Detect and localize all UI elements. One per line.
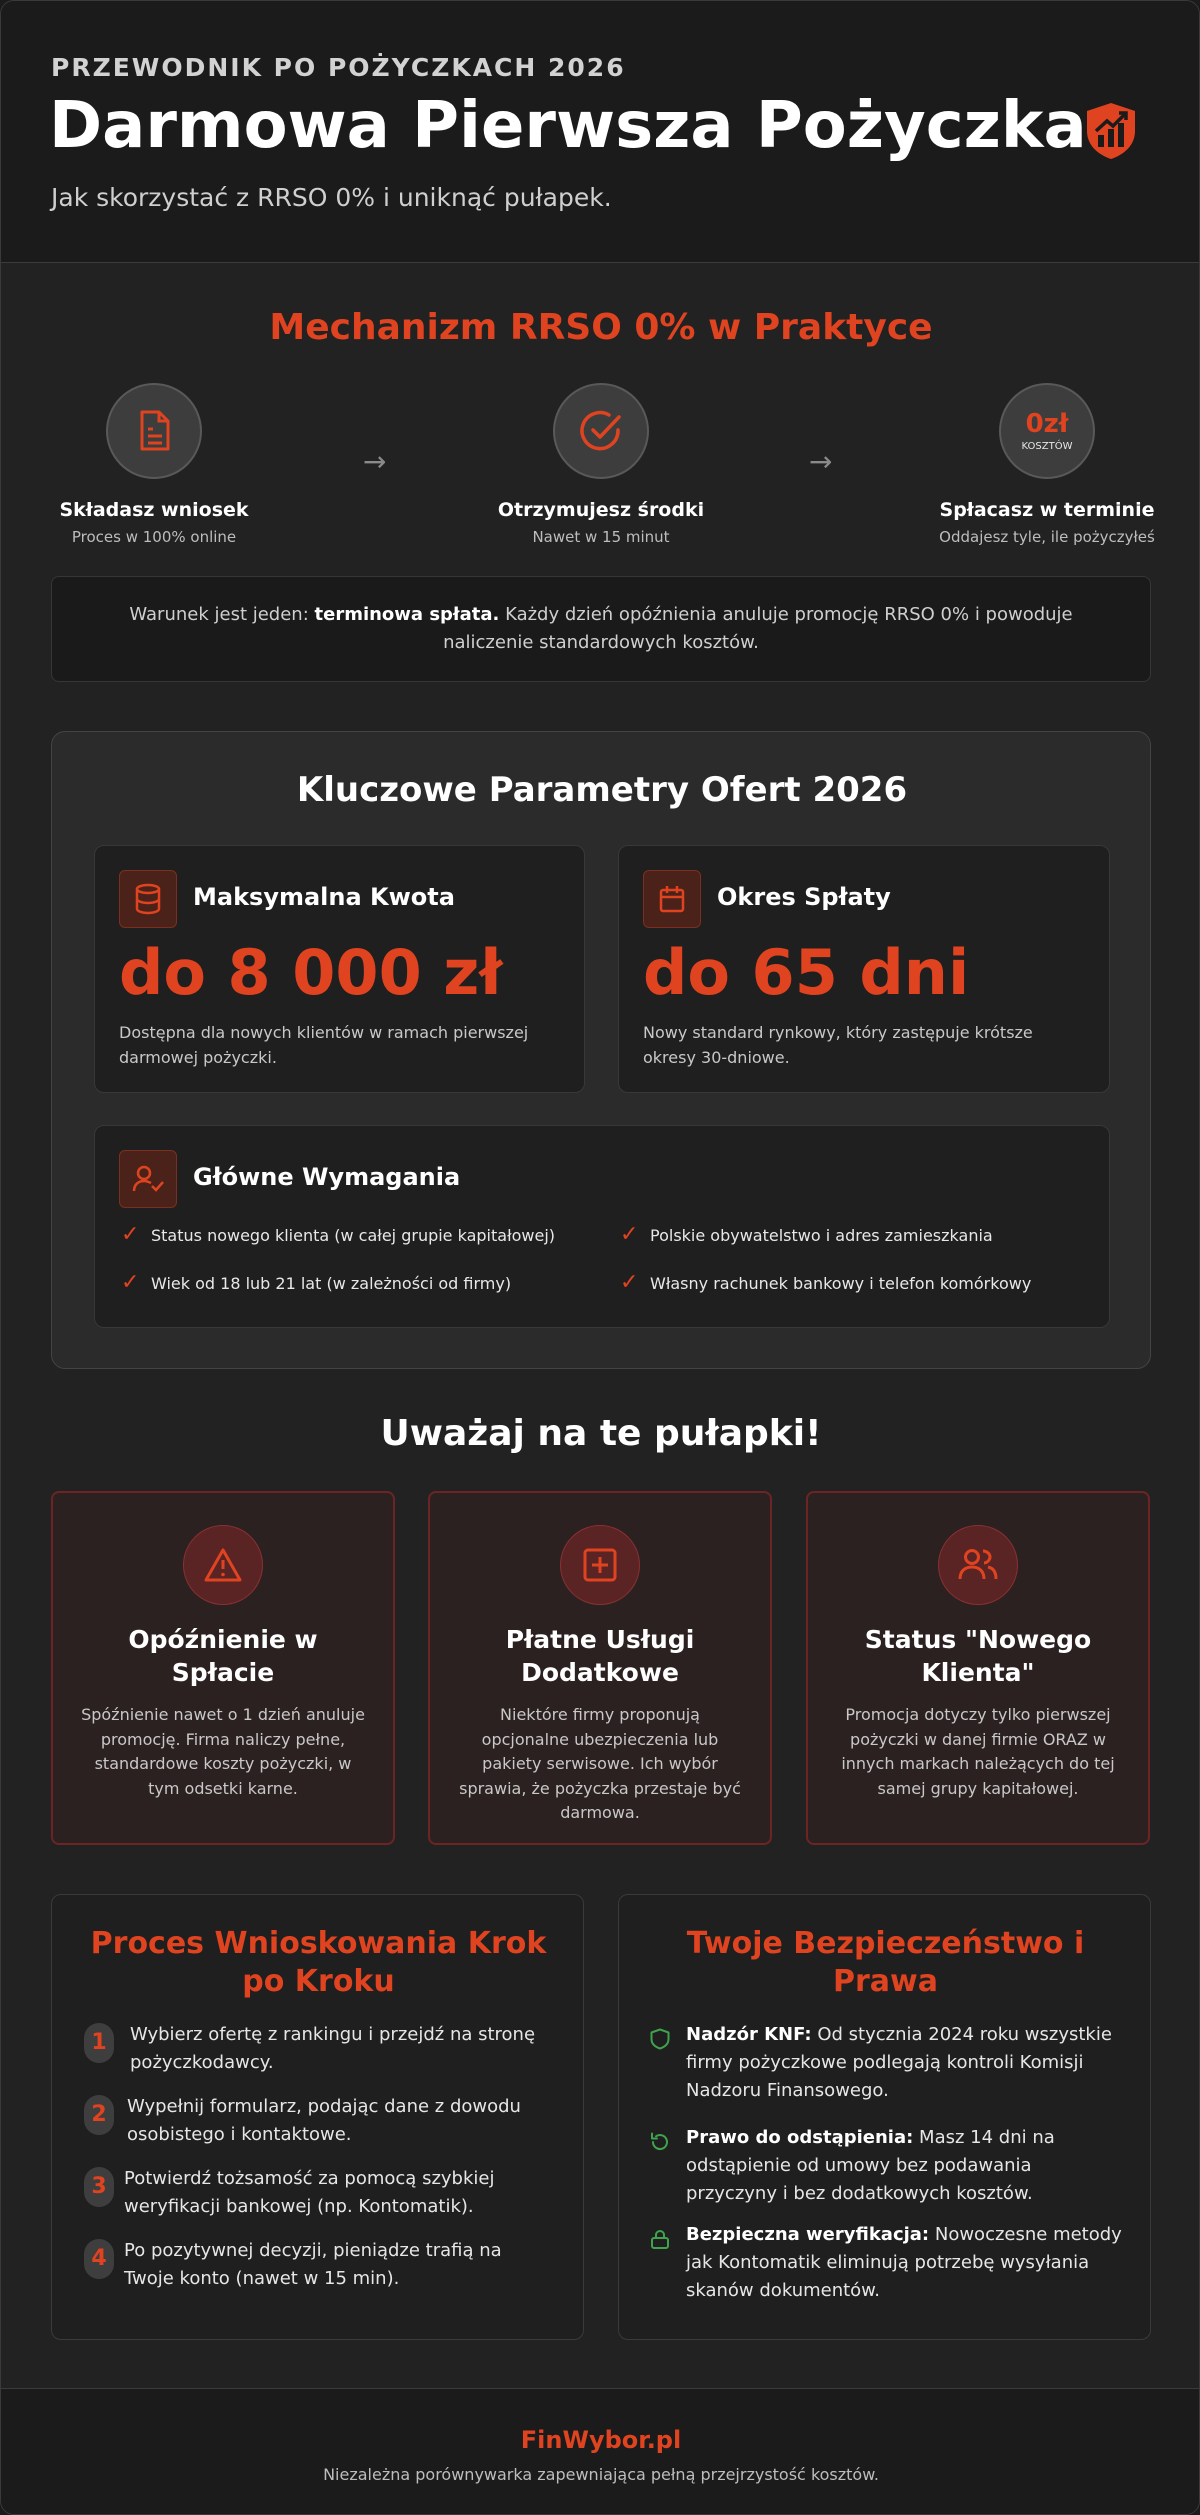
- trap-card-new-client: [806, 1491, 1150, 1845]
- card-desc: Nowy standard rynkowy, który zastępuje krótsze okresy 30-dniowe.: [643, 1023, 1033, 1067]
- users-icon: [957, 1548, 999, 1582]
- max-amount-value: do 8 000 zł: [119, 936, 503, 1009]
- process-step-text: Wypełnij formularz, podając dane z dowodu osobistego i kontaktowe.: [127, 2096, 521, 2145]
- step-number: 4: [84, 2239, 114, 2279]
- badge-label: KOSZTÓW: [1021, 441, 1073, 452]
- calendar-icon: [657, 884, 687, 914]
- requirement-item: ✓ Status nowego klienta (w całej grupie kapitałowej): [121, 1222, 556, 1247]
- parameters-title: Kluczowe Parametry Ofert 2026: [296, 770, 908, 810]
- condition-note: Warunek jest jeden: terminowa spłata. Każdy dzień opóźnienia anuluje promocję RRSO 0% i powoduje naliczenie standardowych kosztów.: [51, 576, 1151, 682]
- check-icon: ✓: [620, 1222, 639, 1247]
- mechanism-title: Mechanizm RRSO 0% w Praktyce: [269, 307, 933, 348]
- security-item-knf: Nadzór KNF: Od stycznia 2024 roku wszystkie firmy pożyczkowe podlegają kontroli Komisji Nadzoru Finansowego.: [686, 2024, 1112, 2101]
- max-amount-card: [94, 845, 585, 1093]
- card-heading: Maksymalna Kwota: [193, 883, 455, 911]
- lock-icon: [649, 2228, 671, 2250]
- requirements-card: [94, 1125, 1110, 1328]
- repayment-period-value: do 65 dni: [643, 936, 970, 1009]
- footer-brand: FinWybor.pl: [520, 2426, 682, 2454]
- step-desc: Proces w 100% online: [71, 528, 237, 546]
- footer-tagline: Niezależna porównywarka zapewniająca pełną przejrzystość kosztów.: [323, 2465, 879, 2484]
- footer: [1, 2388, 1200, 2515]
- requirement-item: ✓ Wiek od 18 lub 21 lat (w zależności od firmy): [121, 1270, 512, 1295]
- step-number: 1: [84, 2023, 114, 2063]
- step-title: Spłacasz w terminie: [939, 499, 1155, 521]
- check-circle-icon: [578, 408, 624, 454]
- parameters-panel: [51, 731, 1151, 1369]
- page-title: Darmowa Pierwsza Pożyczka: [49, 89, 1087, 163]
- shield-chart-logo-icon: [1083, 101, 1139, 161]
- process-step-text: Potwierdź tożsamość za pomocą szybkiej weryfikacji bankowej (np. Kontomatik).: [124, 2168, 495, 2217]
- mechanism-step-1: [4, 383, 304, 546]
- step-desc: Nawet w 15 minut: [532, 528, 670, 546]
- process-step-text: Po pozytywnej decyzji, pieniądze trafią na Twoje konto (nawet w 15 min).: [124, 2240, 502, 2289]
- trap-card-paid-services: [428, 1491, 772, 1845]
- repayment-period-card: [618, 845, 1110, 1093]
- card-heading: Okres Spłaty: [717, 883, 891, 911]
- security-item-withdrawal: Prawo do odstąpienia: Masz 14 dni na odstąpienie od umowy bez podawania przyczyny i bez dodatkowych kosztów.: [686, 2127, 1055, 2204]
- note-emphasis: terminowa spłata.: [314, 604, 500, 625]
- user-check-icon: [132, 1164, 164, 1194]
- process-title: Proces Wnioskowania Krok po Kroku: [90, 1926, 547, 1999]
- arrow-right-icon: →: [363, 445, 387, 478]
- header-eyebrow: PRZEWODNIK PO POŻYCZKACH 2026: [51, 53, 626, 82]
- process-step-text: Wybierz ofertę z rankingu i przejdź na stronę pożyczkodawcy.: [130, 2024, 536, 2073]
- security-item-verification: Bezpieczna weryfikacja: Nowoczesne metody jak Kontomatik eliminują potrzebę wysyłania skanów dokumentów.: [686, 2224, 1122, 2301]
- mechanism-step-3: [897, 383, 1197, 546]
- card-heading: Główne Wymagania: [193, 1163, 461, 1191]
- document-icon: [134, 409, 174, 453]
- step-title: Otrzymujesz środki: [497, 499, 705, 521]
- warning-icon: [203, 1547, 243, 1583]
- trap-title: Płatne Usługi Dodatkowe: [505, 1625, 695, 1687]
- mechanism-step-2: [451, 383, 751, 546]
- trap-desc: Spóźnienie nawet o 1 dzień anuluje promocję. Firma naliczy pełne, standardowe koszty pożyczki, w tym odsetki karne.: [81, 1705, 365, 1798]
- header: [1, 1, 1200, 263]
- card-desc: Dostępna dla nowych klientów w ramach pierwszej darmowej pożyczki.: [119, 1023, 529, 1067]
- check-icon: ✓: [620, 1270, 639, 1295]
- requirement-item: ✓ Polskie obywatelstwo i adres zamieszkania: [620, 1222, 993, 1247]
- trap-desc: Promocja dotyczy tylko pierwszej pożyczki w danej firmie ORAZ w innych markach należących do tej samej grupy kapitałowej.: [841, 1705, 1115, 1798]
- security-box: [618, 1894, 1151, 2340]
- page-subtitle: Jak skorzystać z RRSO 0% i uniknąć pułapek.: [51, 183, 612, 212]
- plus-square-icon: [582, 1547, 618, 1583]
- process-box: [51, 1894, 584, 2340]
- zero-cost-badge: [999, 383, 1095, 479]
- trap-card-late-payment: [51, 1491, 395, 1845]
- shield-icon: [649, 2028, 671, 2050]
- check-icon: ✓: [121, 1270, 140, 1295]
- security-title: Twoje Bezpieczeństwo i Prawa: [686, 1926, 1085, 1999]
- step-desc: Oddajesz tyle, ile pożyczyłeś: [939, 528, 1155, 546]
- step-number: 3: [84, 2167, 114, 2207]
- trap-desc: Niektóre firmy proponują opcjonalne ubezpieczenia lub pakiety serwisowe. Ich wybór sprawia, że pożyczka przestaje być darmowa.: [459, 1705, 741, 1822]
- trap-title: Opóźnienie w Spłacie: [128, 1625, 318, 1687]
- database-icon: [133, 883, 163, 915]
- check-icon: ✓: [121, 1222, 140, 1247]
- step-number: 2: [84, 2095, 114, 2135]
- badge-value: 0zł: [1025, 409, 1069, 439]
- arrow-right-icon: →: [809, 445, 833, 478]
- trap-title: Status "Nowego Klienta": [864, 1625, 1092, 1687]
- refresh-icon: [649, 2131, 671, 2153]
- traps-title: Uważaj na te pułapki!: [380, 1413, 822, 1454]
- step-title: Składasz wniosek: [59, 499, 249, 521]
- requirement-item: ✓ Własny rachunek bankowy i telefon komórkowy: [620, 1270, 1032, 1295]
